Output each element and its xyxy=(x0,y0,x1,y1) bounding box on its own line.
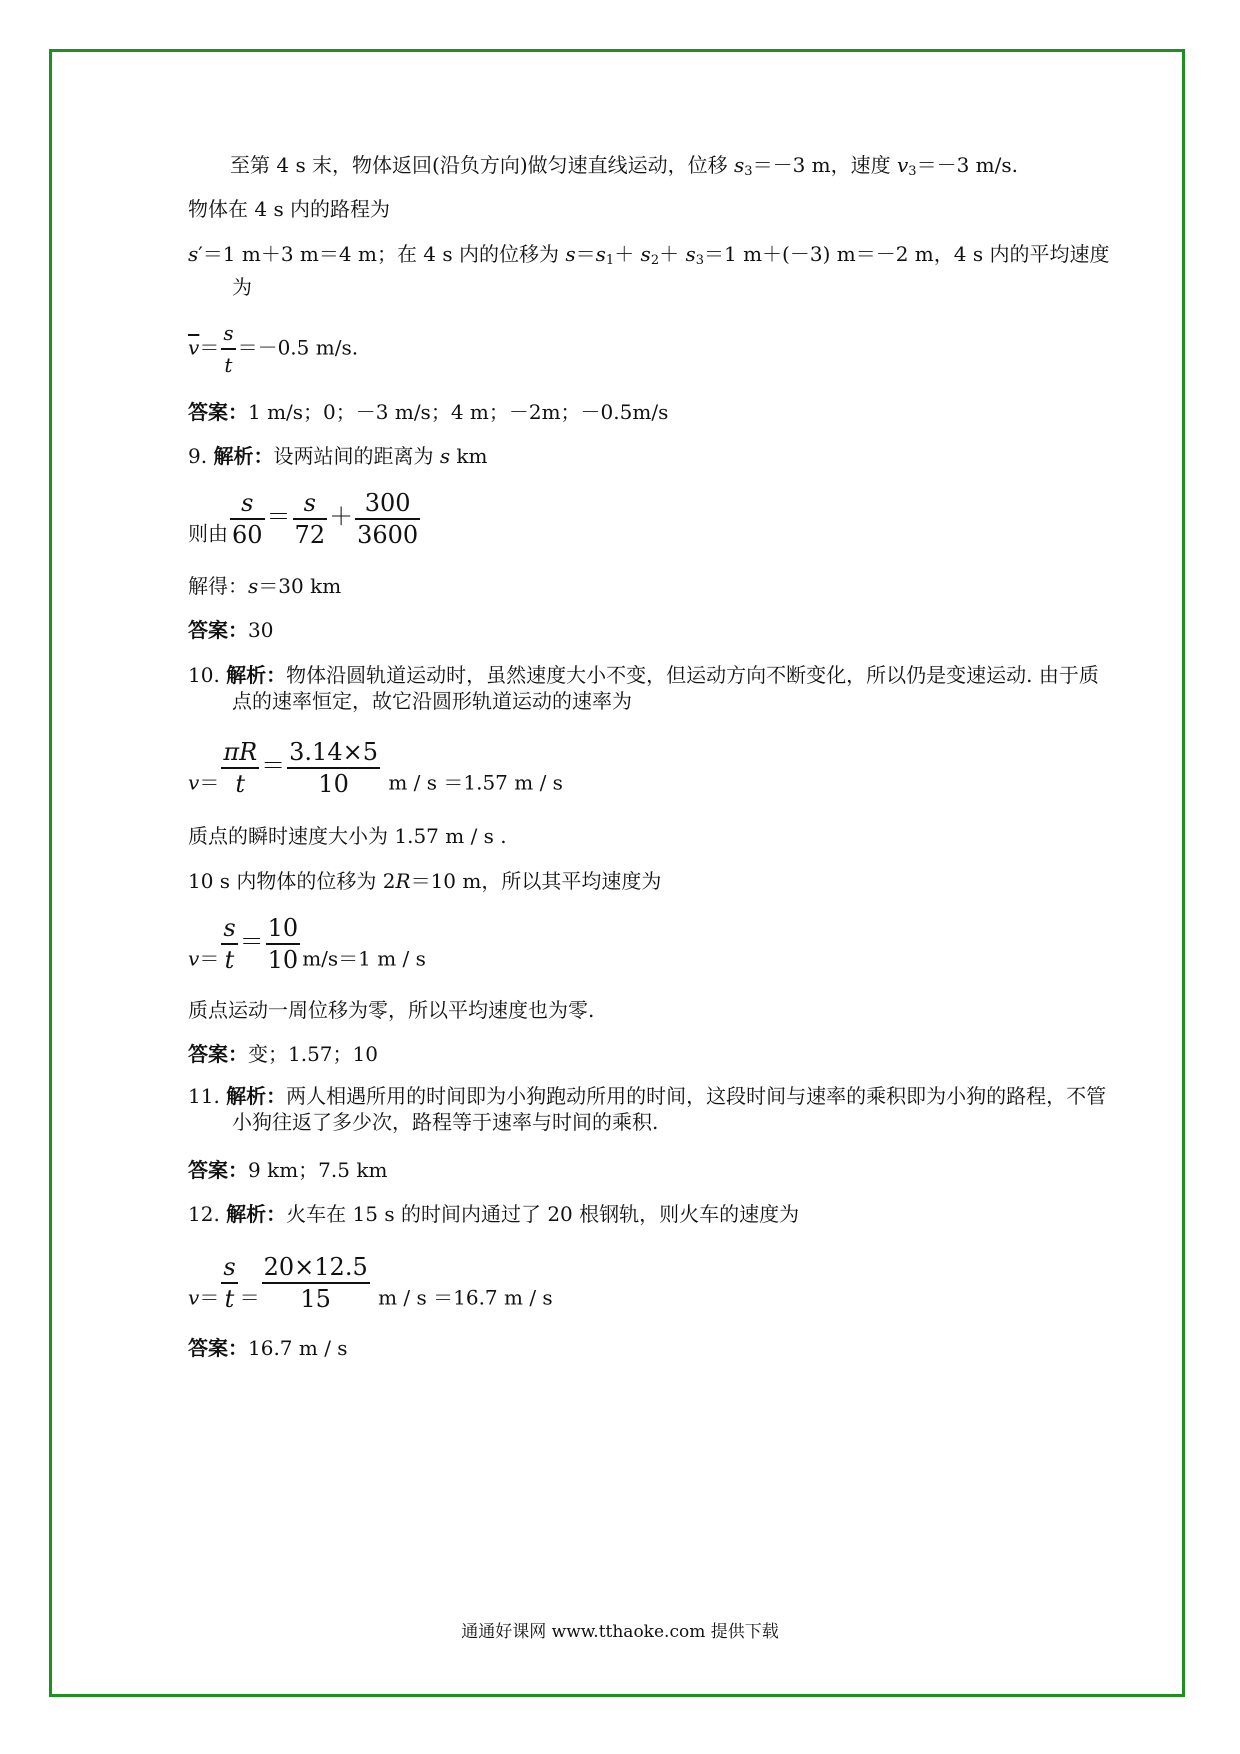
var-R: R xyxy=(395,869,411,893)
equals: ＝ xyxy=(266,502,291,531)
text: ＝1 m＋(－3) m＝－2 m，4 s 内的平均速度为 xyxy=(232,242,1110,299)
var-s: s xyxy=(565,242,576,266)
question-number: 10. xyxy=(188,663,227,687)
var-v: v xyxy=(896,153,909,177)
text: ′＝1 m＋3 m＝4 m；在 4 s 内的位移为 xyxy=(198,242,566,266)
var-s: s xyxy=(734,153,745,177)
displacement-10s xyxy=(188,868,1068,894)
equals: ＝ xyxy=(199,1285,220,1310)
var-v: v xyxy=(188,1285,200,1310)
denominator: 15 xyxy=(300,1285,331,1313)
para-displacement xyxy=(188,241,1112,300)
var-s: s xyxy=(188,242,199,266)
denominator: 3600 xyxy=(357,521,419,549)
answer-label: 答案： xyxy=(188,400,248,424)
denominator: t xyxy=(224,1285,235,1313)
answer-text: 30 xyxy=(248,618,274,642)
numerator: s xyxy=(221,1252,237,1284)
analysis-label: 解析： xyxy=(226,1202,287,1226)
equation-9 xyxy=(188,488,1068,550)
question-10 xyxy=(188,662,1112,714)
text: ＝－3 m/s. xyxy=(916,153,1018,177)
fraction xyxy=(355,488,420,550)
text: ＝－0.5 m/s. xyxy=(237,335,359,360)
text: ＝ xyxy=(575,242,596,266)
question-number: 12. xyxy=(188,1202,227,1226)
equation-average-velocity xyxy=(188,318,1068,380)
text: 则由 xyxy=(188,521,228,546)
answer-label: 答案： xyxy=(188,1336,248,1360)
question-12 xyxy=(188,1201,1068,1227)
subscript: 1 xyxy=(605,253,615,268)
var-v: v xyxy=(188,770,200,795)
text: km xyxy=(450,444,488,468)
numerator: 3.14×5 xyxy=(287,737,380,769)
text: 两人相遇所用的时间即为小狗跑动所用的时间，这段时间与速率的乘积即为小狗的路程，不管小狗往返了多少次，路程等于速率与时间的乘积. xyxy=(232,1084,1107,1134)
answer-text: 变；1.57；10 xyxy=(248,1042,378,1066)
answer-10 xyxy=(188,1041,1068,1067)
question-number: 11. xyxy=(188,1084,227,1108)
answer-text: 16.7 m / s xyxy=(248,1336,348,1360)
subscript: 3 xyxy=(744,164,753,179)
answer-text: 1 m/s；0；－3 m/s；4 m；－2m；－0.5m/s xyxy=(248,400,669,424)
subscript: 2 xyxy=(650,253,660,268)
text: ＝30 km xyxy=(258,574,342,598)
equals: ＝ xyxy=(239,1285,260,1310)
fraction xyxy=(262,1252,370,1314)
text: 火车在 15 s 的时间内通过了 20 根钢轨，则火车的速度为 xyxy=(286,1202,800,1226)
fraction xyxy=(221,737,259,799)
fraction xyxy=(293,488,328,550)
var-s: s xyxy=(595,242,606,266)
text: ＝－3 m，速度 xyxy=(752,153,897,177)
subscript: 3 xyxy=(908,164,917,179)
equals: ＝ xyxy=(239,927,264,956)
answer-12 xyxy=(188,1335,1068,1361)
var-s: s xyxy=(685,242,696,266)
text: 解得： xyxy=(188,574,248,598)
var-v: v xyxy=(188,946,200,971)
zero-displacement: 质点运动一周位移为零，所以平均速度也为零. xyxy=(188,998,595,1022)
fraction xyxy=(266,913,301,975)
denominator: 10 xyxy=(267,946,299,974)
answer-label: 答案： xyxy=(188,1042,248,1066)
denominator: 10 xyxy=(318,770,349,798)
question-11 xyxy=(188,1083,1112,1135)
equation-10b xyxy=(188,913,1068,975)
var-s: s xyxy=(439,444,451,468)
text: m / s ＝16.7 m / s xyxy=(371,1285,553,1310)
denominator: 60 xyxy=(232,521,263,549)
equals: ＝ xyxy=(199,946,220,971)
denominator: t xyxy=(224,353,233,377)
text: 物体沿圆轨道运动时，虽然速度大小不变，但运动方向不断变化，所以仍是变速运动. 由于质点的速率恒定，故它沿圆形轨道运动的速率为 xyxy=(232,663,1099,713)
fraction xyxy=(287,737,380,799)
analysis-label: 解析： xyxy=(226,1084,287,1108)
var-s: s xyxy=(640,242,651,266)
para-return-motion xyxy=(188,152,1068,185)
analysis-label: 解析： xyxy=(213,444,274,468)
numerator: s xyxy=(221,318,235,350)
numerator: 10 xyxy=(266,913,301,945)
numerator: πR xyxy=(221,737,259,769)
text: m / s ＝1.57 m / s xyxy=(381,770,563,795)
text: ＝10 m，所以其平均速度为 xyxy=(410,869,662,893)
para-path-length: 物体在 4 s 内的路程为 xyxy=(188,197,391,221)
instant-speed: 质点的瞬时速度大小为 1.57 m / s . xyxy=(188,824,507,848)
numerator: 20×12.5 xyxy=(262,1252,370,1284)
equation-10a xyxy=(188,737,1068,799)
plus: ＋ xyxy=(329,502,354,531)
text: 10 s 内物体的位移为 2 xyxy=(188,869,396,893)
answer-label: 答案： xyxy=(188,618,248,642)
text: 设两站间的距离为 xyxy=(273,444,440,468)
equals: ＝ xyxy=(199,335,220,360)
text: m/s＝1 m / s xyxy=(302,946,426,971)
question-number: 9. xyxy=(188,444,214,468)
fraction xyxy=(221,913,237,975)
var-v-bar: $\overline{v}$ xyxy=(188,335,200,360)
answer-label: 答案： xyxy=(188,1158,248,1182)
question-9 xyxy=(188,443,1068,469)
numerator: 300 xyxy=(355,488,420,520)
var-s: s xyxy=(248,574,259,598)
equation-12 xyxy=(188,1252,1068,1314)
text: 至第 4 s 末，物体返回(沿负方向)做匀速直线运动，位移 xyxy=(230,153,735,177)
denominator: t xyxy=(235,770,246,798)
answer-9 xyxy=(188,617,1068,643)
analysis-label: 解析： xyxy=(226,663,287,687)
numerator: s xyxy=(221,913,237,945)
fraction xyxy=(221,318,235,380)
equals: ＝ xyxy=(199,770,220,795)
denominator: 72 xyxy=(294,521,326,549)
footer-credit: 通通好课网 www.tthaoke.com 提供下载 xyxy=(461,1622,779,1642)
solution-9 xyxy=(188,573,1068,599)
denominator: t xyxy=(224,946,235,974)
subscript: 3 xyxy=(695,253,704,268)
answer-8 xyxy=(188,399,1068,425)
fraction xyxy=(230,488,265,550)
numerator: s xyxy=(293,488,328,520)
text: ＋ xyxy=(614,242,641,266)
answer-text: 9 km；7.5 km xyxy=(248,1158,388,1182)
equals: ＝ xyxy=(261,751,286,780)
text: ＋ xyxy=(659,242,686,266)
fraction xyxy=(221,1252,237,1314)
numerator: s xyxy=(230,488,265,520)
answer-11 xyxy=(188,1157,1068,1183)
